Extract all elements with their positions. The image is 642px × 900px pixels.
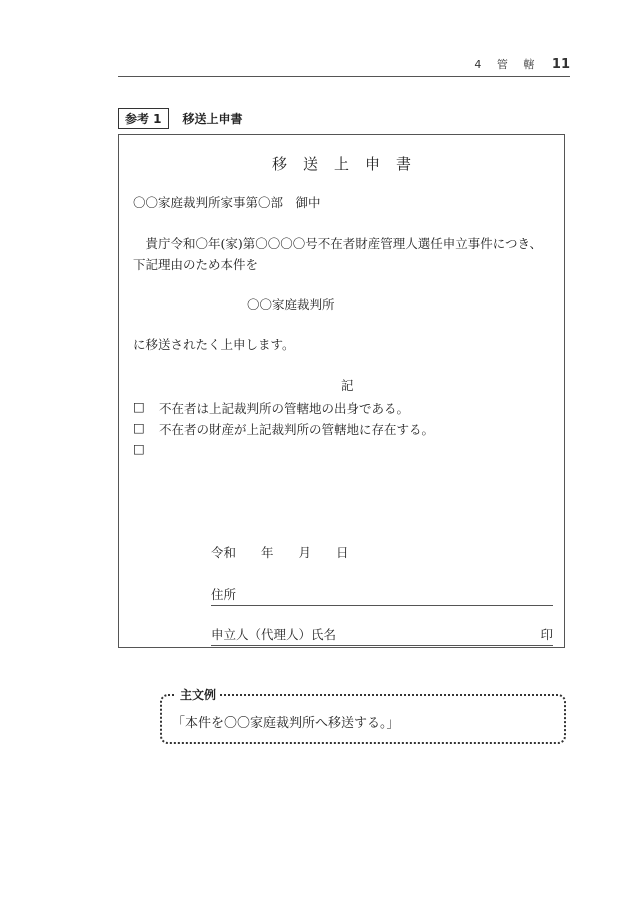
example-title: 主文例 <box>176 686 220 703</box>
address-label: 住所 <box>211 587 237 602</box>
check-item <box>133 420 434 438</box>
form-request: に移送されたく上申します。 <box>133 337 295 352</box>
page-header <box>118 56 570 76</box>
form-body: 貴庁令和〇年(家)第〇〇〇〇号不在者財産管理人選任申立事件につき、下記理由のため本件を <box>133 236 543 272</box>
check-text: 不在者は上記裁判所の管轄地の出身である。 <box>159 401 410 416</box>
chapter-heading <box>474 56 570 72</box>
applicant-label: 申立人（代理人）氏名 <box>211 627 337 642</box>
seal-mark: 印 <box>540 627 553 642</box>
address-line <box>211 585 553 606</box>
form-addressee: 〇〇家庭裁判所家事第〇部 御中 <box>133 195 321 210</box>
reference-title: 移送上申書 <box>182 111 243 126</box>
form-title: 移送上申書 <box>271 155 427 173</box>
form-date: 令和 年 月 日 <box>211 545 349 560</box>
example-box <box>160 688 566 744</box>
example-text: 「本件を〇〇家庭裁判所へ移送する。」 <box>172 716 400 731</box>
reference-tag: 参考 1 <box>118 108 169 129</box>
check-text: 不在者の財産が上記裁判所の管轄地に存在する。 <box>159 422 435 437</box>
applicant-line <box>211 625 553 646</box>
checkbox-icon: □ <box>133 420 145 435</box>
chapter-label: 4 管 轄 <box>474 58 541 71</box>
check-item <box>133 441 159 456</box>
transfer-request-form <box>118 134 565 648</box>
form-ki: 記 <box>341 378 354 393</box>
checkbox-icon: □ <box>133 441 145 456</box>
header-rule <box>118 76 570 77</box>
checkbox-icon: □ <box>133 399 145 414</box>
page-number: 11 <box>551 57 570 72</box>
reference-heading <box>118 108 243 128</box>
check-item <box>133 399 409 417</box>
form-court: 〇〇家庭裁判所 <box>247 297 335 312</box>
